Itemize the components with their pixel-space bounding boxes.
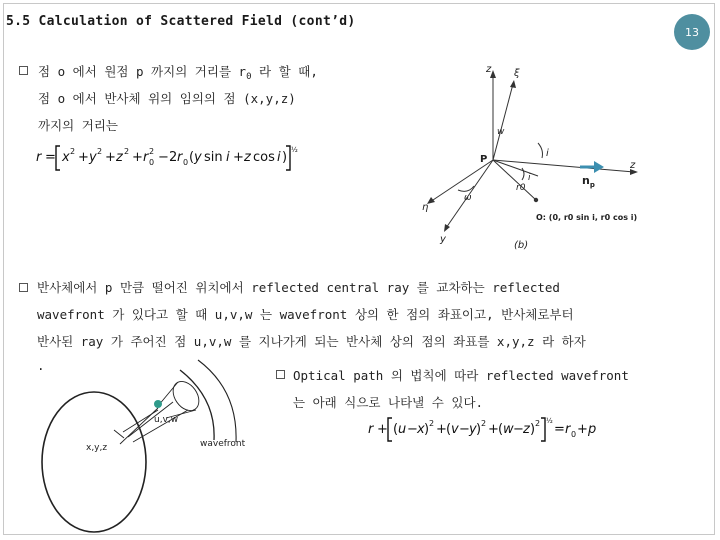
svg-text:+: + <box>105 150 116 165</box>
point-uvw-dot <box>154 400 162 408</box>
svg-text:x: x <box>417 422 425 437</box>
para3-line2: 는 아래 식으로 나타낼 수 있다. <box>293 395 484 410</box>
label-wavefront: wavefront <box>200 439 246 449</box>
label-xyz: x,y,z <box>86 443 108 453</box>
svg-text:2: 2 <box>149 147 155 156</box>
svg-text:2: 2 <box>535 419 541 428</box>
svg-text:): ) <box>530 422 536 437</box>
equation1 <box>34 140 296 174</box>
bullet-icon <box>276 370 285 379</box>
axis-z-right <box>493 160 634 172</box>
label-y: y <box>440 234 446 245</box>
page-number-badge <box>674 14 710 50</box>
para2-line1: 반사체에서 p 만큼 떨어진 위치에서 reflected central ray 를 교차하는 reflected <box>37 280 560 295</box>
svg-text:½: ½ <box>546 417 553 425</box>
svg-text:+: + <box>577 422 588 437</box>
svg-text:sin: sin <box>204 150 223 165</box>
coordinate-figure-b <box>418 60 650 255</box>
svg-text:(: ( <box>393 422 399 437</box>
para2-line3: 반사된 ray 가 주어진 점 u,v,w 를 지나가게 되는 반사체 상의 점의 좌표를 x,y,z 라 하자 <box>37 334 586 349</box>
svg-text:u: u <box>398 422 407 437</box>
svg-text:r: r <box>36 150 42 165</box>
svg-text:z: z <box>116 150 123 165</box>
svg-text:r: r <box>565 422 571 437</box>
svg-text:+: + <box>78 150 89 165</box>
para1-line1-post: 라 할 때, <box>251 64 318 79</box>
label-omega: ω <box>464 193 472 203</box>
svg-text:2: 2 <box>97 147 103 156</box>
reflector-outline <box>42 392 146 532</box>
svg-text:y: y <box>469 422 477 437</box>
figure-b-caption: (b) <box>514 240 529 251</box>
svg-text:=: = <box>45 150 56 165</box>
svg-text:0: 0 <box>571 430 577 439</box>
svg-text:): ) <box>282 150 288 165</box>
svg-text:−: − <box>158 150 169 165</box>
bullet-icon <box>19 66 28 75</box>
svg-text:+: + <box>132 150 143 165</box>
page-number: 13 <box>685 25 699 39</box>
axis-eta <box>430 160 493 202</box>
para1-line2: 점 o 에서 반사체 위의 임의의 점 (x,y,z) <box>38 91 296 106</box>
svg-text:): ) <box>476 422 482 437</box>
svg-text:i: i <box>277 150 281 165</box>
wavefront-arc <box>180 370 214 440</box>
svg-text:=: = <box>554 422 565 437</box>
wavefront-cone <box>168 377 204 416</box>
slide-title: 5.5 Calculation of Scattered Field (cont’d) <box>6 14 356 29</box>
equation2 <box>366 413 602 445</box>
label-angle-i-top: i <box>546 148 549 159</box>
normal-vector-arrow-icon <box>594 161 604 173</box>
svg-text:2: 2 <box>169 150 178 165</box>
svg-text:2: 2 <box>124 147 130 156</box>
svg-text:z: z <box>244 150 251 165</box>
svg-text:r: r <box>143 150 149 165</box>
para3-line1: Optical path 의 법칙에 따라 reflected wavefront <box>293 368 629 383</box>
label-origin: O: (0, r0 sin i, r0 cos i) <box>536 213 638 222</box>
svg-text:+: + <box>233 150 244 165</box>
svg-text:0: 0 <box>149 158 155 167</box>
svg-text:i: i <box>226 150 230 165</box>
svg-text:2: 2 <box>429 419 435 428</box>
svg-text:½: ½ <box>291 146 298 154</box>
wavefront-arc <box>198 360 236 442</box>
label-np-main: n <box>582 174 590 187</box>
svg-text:−: − <box>513 422 524 437</box>
svg-text:+: + <box>377 422 388 437</box>
para2-line4: . <box>37 358 45 373</box>
svg-text:2: 2 <box>481 419 487 428</box>
svg-text:y: y <box>89 150 97 165</box>
axis-xi <box>493 84 513 160</box>
label-angle-i-mid: i <box>528 173 531 183</box>
angle-arc-mid <box>522 168 524 180</box>
svg-text:−: − <box>407 422 418 437</box>
svg-text:y: y <box>194 150 202 165</box>
label-np-sub: p <box>589 181 595 189</box>
svg-text:r: r <box>368 422 374 437</box>
bullet-icon <box>19 283 28 292</box>
svg-text:+: + <box>436 422 447 437</box>
label-point-p: P <box>480 154 488 165</box>
svg-text:w: w <box>503 422 514 437</box>
normal-line <box>114 430 124 438</box>
svg-text:(: ( <box>189 150 195 165</box>
para1-line1-sub: 0 <box>246 72 252 82</box>
para1-line1 <box>38 62 318 82</box>
para1-line3: 까지의 거리는 <box>38 118 118 133</box>
label-uvw: u,v,w <box>154 415 179 425</box>
svg-text:v: v <box>451 422 459 437</box>
svg-text:2: 2 <box>70 147 76 156</box>
svg-text:(: ( <box>446 422 452 437</box>
svg-text:(: ( <box>498 422 504 437</box>
svg-text:r: r <box>177 150 183 165</box>
para1-line1-pre: 점 o 에서 원점 p 까지의 거리를 r <box>38 64 247 79</box>
svg-text:cos: cos <box>253 150 275 165</box>
svg-text:−: − <box>459 422 470 437</box>
svg-text:z: z <box>523 422 530 437</box>
label-np <box>582 174 595 189</box>
label-z-top: z <box>486 64 492 75</box>
svg-text:): ) <box>424 422 430 437</box>
label-w: w <box>497 127 505 137</box>
arrow-y <box>444 224 450 232</box>
label-z-right: z <box>630 160 636 171</box>
svg-text:0: 0 <box>183 158 189 167</box>
svg-text:+: + <box>488 422 499 437</box>
label-eta: η <box>422 202 429 213</box>
angle-arc-top <box>538 143 543 158</box>
arrow-xi <box>510 80 516 88</box>
reflector-figure <box>28 362 268 538</box>
svg-text:x: x <box>62 150 70 165</box>
svg-text:p: p <box>588 422 597 437</box>
label-xi: ξ <box>514 68 520 79</box>
label-r0: r0 <box>516 183 526 193</box>
origin-point <box>534 198 538 202</box>
para2-line2: wavefront 가 있다고 할 때 u,v,w 는 wavefront 상의 한 점의 좌표이고, 반사체로부터 <box>37 307 574 322</box>
